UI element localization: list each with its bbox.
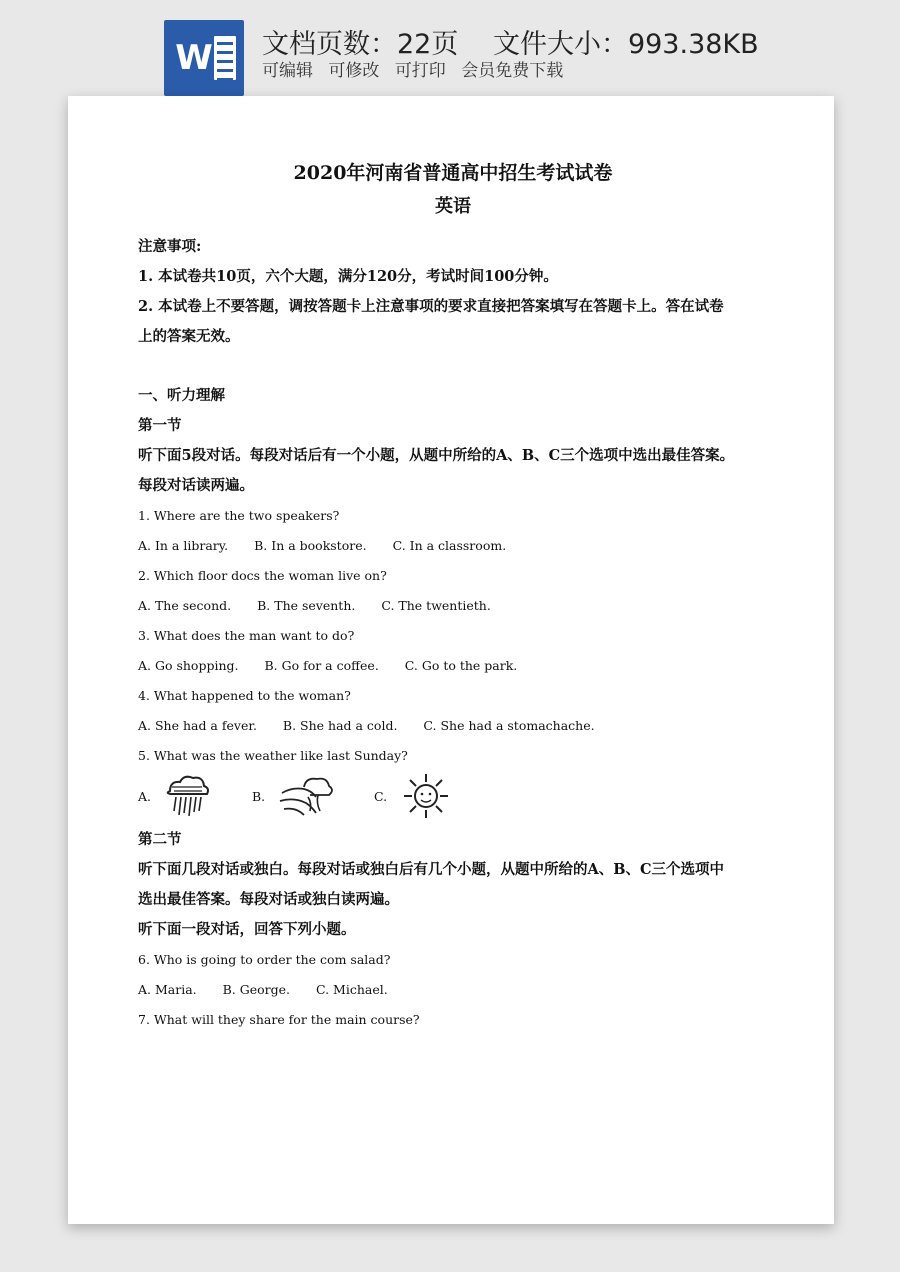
question-5-picture-options (138, 771, 768, 825)
notice-heading: 注意事项: (138, 238, 202, 255)
option-a: A. Maria. (138, 982, 197, 997)
part-1-instructions: 听下面5段对话。每段对话后有一个小题，从题中所给的A、B、C三个选项中选出最佳答案。 (138, 447, 735, 464)
notice-item-1: 1. 本试卷共10页，六个大题，满分120分，考试时间100分钟。 (138, 268, 558, 285)
question-2-options (138, 591, 768, 621)
option-b: B. She had a cold. (282, 718, 398, 733)
option-b: B. The seventh. (257, 598, 356, 613)
exam-title: 2020年河南省普通高中招生考试试卷 (293, 162, 613, 184)
option-a: A. In a library. (138, 538, 229, 553)
section-heading: 一、听力理解 (138, 387, 225, 404)
feature-list (262, 56, 573, 81)
feature-printable: 可打印 (394, 61, 446, 81)
word-icon: W (164, 20, 244, 96)
option-c: C. Go to the park. (404, 658, 518, 673)
question-7: 7. What will they share for the main course? (138, 1012, 420, 1027)
question-5: 5. What was the weather like last Sunday? (138, 748, 408, 763)
question-6: 6. Who is going to order the com salad? (138, 952, 391, 967)
download-banner (0, 0, 900, 100)
pic-option-b-label: B. (252, 789, 266, 804)
feature-member-download: 会员免费下载 (461, 61, 564, 81)
part-2-instructions-cont: 选出最佳答案。每段对话或独白读两遍。 (138, 891, 399, 908)
option-a: A. She had a fever. (138, 718, 257, 733)
question-4-options (138, 711, 768, 741)
wind-cloud-icon (278, 771, 338, 821)
file-size: 文件大小：993.38KB (492, 29, 759, 60)
option-c: C. In a classroom. (392, 538, 507, 553)
part-2-instructions: 听下面几段对话或独白。每段对话或独白后有几个小题，从题中所给的A、B、C三个选项中 (138, 861, 725, 878)
part-2-heading: 第二节 (138, 831, 182, 848)
option-c: C. She had a stomachache. (423, 718, 595, 733)
option-b: B. In a bookstore. (254, 538, 367, 553)
option-b: B. George. (222, 982, 290, 997)
exam-content (138, 158, 768, 1035)
question-3: 3. What does the man want to do? (138, 628, 355, 643)
feature-modifiable: 可修改 (328, 61, 380, 81)
rain-icon (162, 771, 212, 821)
notice-item-2: 2. 本试卷上不要答题，调按答题卡上注意事项的要求直接把答案填写在答题卡上。答在试卷 (138, 298, 724, 315)
option-c: C. The twentieth. (381, 598, 491, 613)
question-6-options (138, 975, 768, 1005)
question-1-options (138, 531, 768, 561)
option-a: A. The second. (138, 598, 232, 613)
question-4: 4. What happened to the woman? (138, 688, 351, 703)
question-3-options (138, 651, 768, 681)
part-1-instructions-cont: 每段对话读两遍。 (138, 477, 254, 494)
pic-option-c-label: C. (374, 789, 388, 804)
question-2: 2. Which floor docs the woman live on? (138, 568, 387, 583)
question-1: 1. Where are the two speakers? (138, 508, 340, 523)
document-page (68, 96, 834, 1224)
exam-subject: 英语 (435, 196, 471, 217)
pic-option-a-label: A. (138, 789, 152, 804)
notice-item-2-cont: 上的答案无效。 (138, 328, 240, 345)
part-2-dialogue-instruction: 听下面一段对话，回答下列小题。 (138, 921, 356, 938)
feature-editable: 可编辑 (262, 61, 313, 81)
option-a: A. Go shopping. (138, 658, 239, 673)
option-c: C. Michael. (315, 982, 388, 997)
option-b: B. Go for a coffee. (264, 658, 379, 673)
part-1-heading: 第一节 (138, 417, 182, 434)
sun-icon (402, 771, 450, 821)
page-count: 文档页数：22页 (262, 29, 459, 60)
